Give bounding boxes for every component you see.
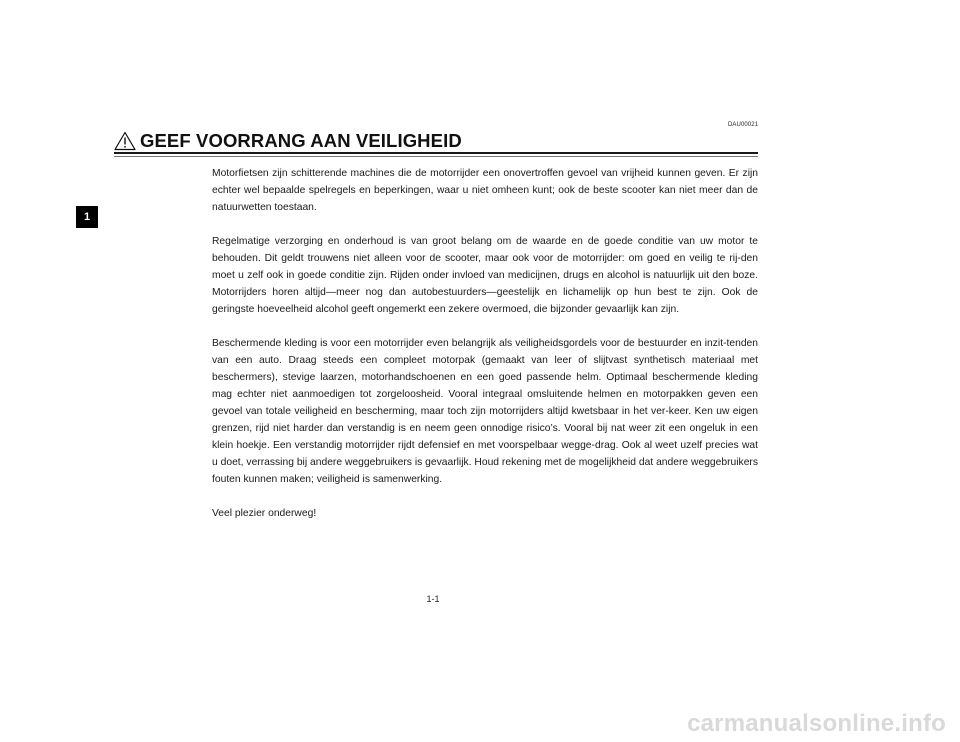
paragraph-maintenance: Regelmatige verzorging en onderhoud is van groot belang om de waarde en de goede conditie van uw motor te behouden. Dit geldt trouwens niet alleen voor de scooter, maar ook voor de motorrijder: om goed en veilig te rij-den moet u zelf ook in goede conditie zijn. Rijden onder invloed van medicijnen, drugs en alcohol is natuurlijk uit den boze. Motorrijders horen altijd—meer nog dan autobestuurders—geestelijk en lichamelijk op hun best te zijn. Ook de geringste hoeveelheid alcohol geeft ongemerkt een zekere overmoed, die bijzonder gevaarlijk kan zijn.: [212, 236, 758, 315]
heading-rule-thin: [114, 156, 758, 157]
warning-triangle-icon: [114, 131, 136, 151]
document-code: DAU00021: [728, 122, 759, 128]
chapter-tab: 1: [76, 206, 98, 228]
page-title: GEEF VOORRANG AAN VEILIGHEID: [140, 130, 462, 151]
paragraph-protective-clothing: Beschermende kleding is voor een motorrijder even belangrijk als veiligheidsgordels voor de bestuurder en inzit-tenden van een auto. Draag steeds een compleet motorpak (gemaakt van leer of slijtvast synthetisch materiaal met beschermers), stevige laarzen, motorhandschoenen en een goed passende helm. Optimaal beschermende kleding mag echter niet aanmoedigen tot zorgeloosheid. Vooral integraal omsluitende helmen en motorpakken geven een gevoel van totale veiligheid en bescherming, maar toch zijn motorrijders altijd kwetsbaar in het ver-keer. Ken uw eigen grenzen, rijd niet harder dan verstandig is en neem geen onnodige risico’s. Vooral bij nat weer zit een ongeluk in een klein hoekje. Een verstandig motorrijder rijdt defensief en met voorspelbaar wegge-drag. Ook al weet uzelf precies wat u doet, verrassing bij andere weggebruikers is gevaarlijk. Houd rekening met de mogelijkheid dat andere weggebruikers fouten kunnen maken; veiligheid is samenwerking.: [212, 338, 758, 485]
heading-rule: [114, 152, 758, 154]
paragraph-intro: Motorfietsen zijn schitterende machines die de motorrijder een onovertroffen gevoel van vrijheid kunnen geven. Er zijn echter wel bepaalde spelregels en beperkingen, waar u niet omheen kunt; ook de beste scooter kan niet meer dan de natuurwetten toestaan.: [212, 168, 758, 213]
page-number: 1-1: [426, 594, 440, 604]
section-heading: [114, 128, 462, 154]
watermark: carmanualsonline.info: [687, 710, 946, 737]
paragraph-closing: Veel plezier onderweg!: [212, 508, 317, 519]
body-text: [212, 165, 758, 539]
